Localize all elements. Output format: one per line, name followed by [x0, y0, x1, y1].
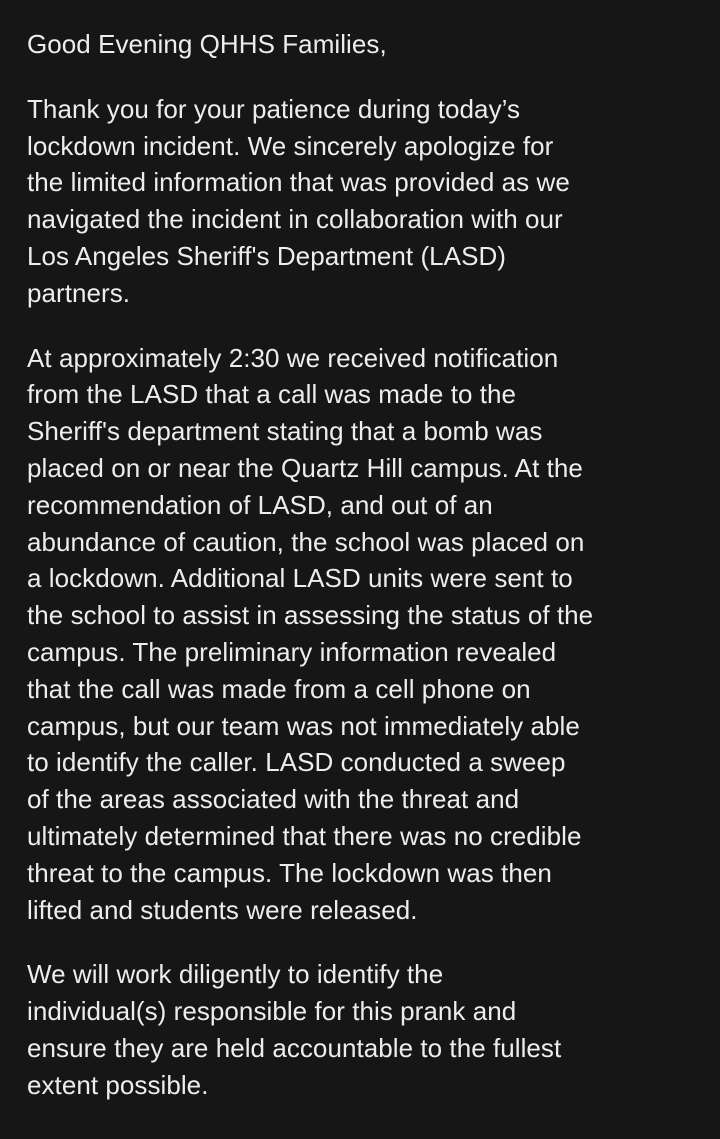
paragraph-1-line-3: the limited information that was provided as we	[27, 167, 570, 198]
paragraph-2-line-6: abundance of caution, the school was placed on	[27, 526, 585, 557]
paragraph-2-line-10: that the call was made from a cell phone on	[27, 673, 531, 704]
paragraph-2-line-13: of the areas associated with the threat and	[27, 784, 520, 815]
paragraph-2-line-9: campus. The preliminary information revealed	[27, 636, 557, 667]
paragraph-1-line-2: lockdown incident. We sincerely apologize for	[27, 130, 554, 161]
paragraph-1-line-6: partners.	[27, 277, 131, 308]
paragraph-2-line-11: campus, but our team was not immediately able	[27, 710, 580, 741]
paragraph-1-line-5: Los Angeles Sheriff's Department (LASD)	[27, 240, 507, 271]
paragraph-3	[27, 956, 692, 1103]
paragraph-3-line-3: ensure they are held accountable to the fullest	[27, 1032, 562, 1063]
paragraph-gap	[27, 312, 692, 340]
greeting-line: Good Evening QHHS Families,	[27, 29, 387, 59]
paragraph-1-line-4: navigated the incident in collaboration with our	[27, 204, 563, 235]
paragraph-2-line-2: from the LASD that a call was made to the	[27, 379, 517, 410]
paragraph-1-line-1: Thank you for your patience during today’s	[27, 93, 521, 124]
paragraph-gap	[27, 928, 692, 956]
paragraph-2-line-1: At approximately 2:30 we received notification	[27, 342, 559, 373]
paragraph-2-line-4: placed on or near the Quartz Hill campus. At the	[27, 452, 583, 483]
paragraph-2-line-7: a lockdown. Additional LASD units were sent to	[27, 563, 573, 594]
paragraph-3-line-4: extent possible.	[27, 1069, 209, 1100]
paragraph-2-line-3: Sheriff's department stating that a bomb was	[27, 416, 543, 447]
paragraph-2-line-16: lifted and students were released.	[27, 894, 418, 925]
paragraph-3-line-2: individual(s) responsible for this prank and	[27, 996, 517, 1027]
paragraph-1	[27, 91, 692, 312]
paragraph-2-line-8: the school to assist in assessing the status of the	[27, 600, 594, 631]
paragraph-3-line-1: We will work diligently to identify the	[27, 959, 444, 990]
paragraph-2-line-15: threat to the campus. The lockdown was then	[27, 857, 552, 888]
greeting	[27, 26, 692, 63]
paragraph-2-line-14: ultimately determined that there was no credible	[27, 820, 582, 851]
paragraph-2	[27, 340, 692, 929]
paragraph-gap	[27, 63, 692, 91]
paragraph-2-line-5: recommendation of LASD, and out of an	[27, 489, 493, 520]
paragraph-2-line-12: to identify the caller. LASD conducted a sweep	[27, 747, 566, 778]
